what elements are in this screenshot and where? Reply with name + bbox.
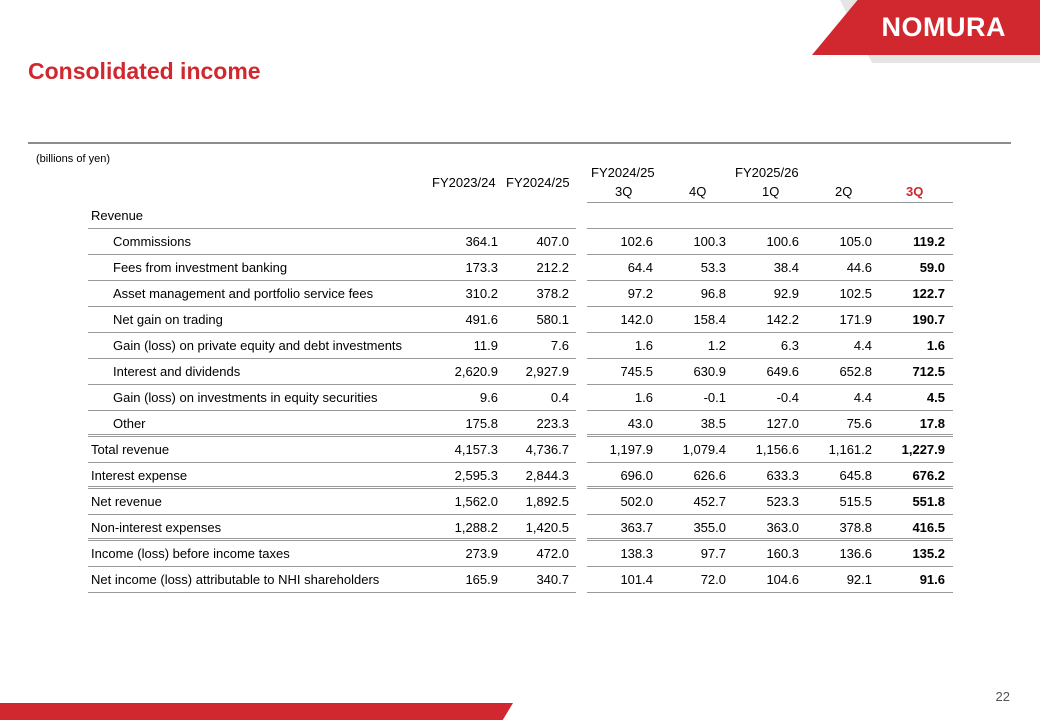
row-value: 1,156.6 (755, 442, 799, 457)
row-value: 75.6 (846, 416, 872, 431)
row-value: 1,288.2 (454, 520, 498, 535)
page-number: 22 (995, 689, 1010, 704)
row-value: 138.3 (620, 546, 653, 561)
row-value: 104.6 (766, 572, 799, 587)
row-value: 491.6 (465, 312, 498, 327)
row-value: 363.7 (620, 520, 653, 535)
table-row (0, 411, 1040, 437)
row-value: 6.3 (780, 338, 799, 353)
row-value: 1,079.4 (682, 442, 726, 457)
row-value: 1,420.5 (525, 520, 569, 535)
row-value: 676.2 (912, 468, 945, 483)
row-value: 160.3 (766, 546, 799, 561)
table-row (0, 567, 1040, 593)
row-value: 38.4 (773, 260, 799, 275)
row-value: 44.6 (846, 260, 872, 275)
row-label: Non-interest expenses (91, 520, 222, 535)
row-value: 364.1 (465, 234, 498, 249)
row-value: 136.6 (839, 546, 872, 561)
row-label: Interest expense (91, 468, 188, 483)
row-value: 97.7 (700, 546, 726, 561)
row-label: Other (113, 416, 146, 431)
row-value: 1,161.2 (828, 442, 872, 457)
row-value: 630.9 (693, 364, 726, 379)
row-label: Interest and dividends (113, 364, 241, 379)
row-value: 158.4 (693, 312, 726, 327)
row-value: 1.6 (634, 390, 653, 405)
row-value: 64.4 (627, 260, 653, 275)
row-value: 122.7 (912, 286, 945, 301)
row-value: 91.6 (919, 572, 945, 587)
row-label: Asset management and portfolio service fees (113, 286, 374, 301)
unit-note: (billions of yen) (36, 153, 110, 165)
table-row (0, 307, 1040, 333)
row-value: 223.3 (536, 416, 569, 431)
row-value: 4.5 (926, 390, 945, 405)
row-value: 1,227.9 (901, 442, 945, 457)
row-value: 190.7 (912, 312, 945, 327)
row-value: 4,736.7 (525, 442, 569, 457)
row-value: 416.5 (912, 520, 945, 535)
row-value: 1,197.9 (609, 442, 653, 457)
row-label: Net income (loss) attributable to NHI shareholders (91, 572, 380, 587)
row-value: 4,157.3 (454, 442, 498, 457)
row-label: Net gain on trading (113, 312, 223, 327)
row-value: 165.9 (465, 572, 498, 587)
row-value: 502.0 (620, 494, 653, 509)
table-row (0, 229, 1040, 255)
row-value: 580.1 (536, 312, 569, 327)
row-value: 340.7 (536, 572, 569, 587)
row-value: 0.4 (550, 390, 569, 405)
table-row (0, 541, 1040, 567)
header-q4a: 4Q (689, 184, 707, 199)
row-value: 652.8 (839, 364, 872, 379)
row-value: 355.0 (693, 520, 726, 535)
row-value: 712.5 (912, 364, 945, 379)
row-label: Gain (loss) on private equity and debt investments (113, 338, 403, 353)
table-row (0, 203, 1040, 229)
row-value: 1,562.0 (454, 494, 498, 509)
page-title: Consolidated income (28, 58, 261, 84)
header-fy2425: FY2024/25 (506, 175, 570, 190)
row-value: 173.3 (465, 260, 498, 275)
row-value: 626.6 (693, 468, 726, 483)
row-value: 17.8 (919, 416, 945, 431)
row-value: 2,927.9 (525, 364, 569, 379)
row-value: 1,892.5 (525, 494, 569, 509)
header-group-fy2526: FY2025/26 (735, 165, 799, 180)
row-value: 633.3 (766, 468, 799, 483)
header-q3b: 3Q (906, 184, 924, 199)
row-value: 38.5 (700, 416, 726, 431)
header-q1b: 1Q (762, 184, 780, 199)
footer-banner (0, 703, 513, 720)
row-value: 100.3 (693, 234, 726, 249)
row-value: 119.2 (913, 234, 945, 249)
row-label: Income (loss) before income taxes (91, 546, 290, 561)
row-value: 551.8 (912, 494, 945, 509)
row-value: 649.6 (766, 364, 799, 379)
row-label: Total revenue (91, 442, 170, 457)
row-value: 2,844.3 (525, 468, 569, 483)
row-value: 378.2 (536, 286, 569, 301)
row-value: 102.5 (839, 286, 872, 301)
row-value: 273.9 (465, 546, 498, 561)
row-value: 142.0 (620, 312, 653, 327)
row-value: 472.0 (536, 546, 569, 561)
row-value: 53.3 (700, 260, 726, 275)
row-value: 171.9 (839, 312, 872, 327)
row-value: 1.2 (707, 338, 726, 353)
row-value: -0.4 (776, 390, 799, 405)
row-value: 523.3 (766, 494, 799, 509)
table-row (0, 255, 1040, 281)
row-value: 407.0 (536, 234, 569, 249)
table-row (0, 515, 1040, 541)
table-row (0, 463, 1040, 489)
row-value: 696.0 (620, 468, 653, 483)
row-value: 127.0 (766, 416, 799, 431)
row-value: 2,620.9 (454, 364, 498, 379)
row-value: 645.8 (839, 468, 872, 483)
row-value: 101.4 (620, 572, 653, 587)
row-rule-left (88, 592, 576, 593)
row-rule-right (587, 592, 953, 593)
table-row (0, 333, 1040, 359)
table-row (0, 281, 1040, 307)
row-value: 100.6 (766, 234, 799, 249)
title-divider (28, 142, 1011, 144)
income-table (0, 203, 1040, 593)
row-value: 2,595.3 (454, 468, 498, 483)
table-row (0, 489, 1040, 515)
row-value: 96.8 (700, 286, 726, 301)
row-value: 135.2 (912, 546, 945, 561)
row-value: 97.2 (627, 286, 653, 301)
row-label: Gain (loss) on investments in equity securities (113, 390, 378, 405)
nomura-logo: NOMURA (881, 12, 1006, 42)
table-row (0, 385, 1040, 411)
row-value: 43.0 (627, 416, 653, 431)
header-group-fy2425: FY2024/25 (591, 165, 655, 180)
row-value: 4.4 (853, 390, 872, 405)
row-value: 102.6 (620, 234, 653, 249)
row-label: Revenue (91, 208, 144, 223)
row-value: 92.9 (773, 286, 799, 301)
row-label: Commissions (113, 234, 192, 249)
row-label: Net revenue (91, 494, 162, 509)
row-value: -0.1 (703, 390, 726, 405)
row-value: 11.9 (473, 338, 498, 353)
row-value: 363.0 (766, 520, 799, 535)
row-label: Fees from investment banking (113, 260, 288, 275)
row-value: 175.8 (465, 416, 498, 431)
row-value: 72.0 (700, 572, 726, 587)
row-value: 7.6 (550, 338, 569, 353)
row-value: 310.2 (465, 286, 498, 301)
row-value: 9.6 (479, 390, 498, 405)
row-value: 59.0 (919, 260, 945, 275)
header-q2b: 2Q (835, 184, 853, 199)
table-row (0, 359, 1040, 385)
row-value: 1.6 (926, 338, 945, 353)
row-value: 1.6 (634, 338, 653, 353)
row-value: 515.5 (839, 494, 872, 509)
header-q3a: 3Q (615, 184, 633, 199)
row-value: 4.4 (853, 338, 872, 353)
row-value: 212.2 (536, 260, 569, 275)
row-value: 452.7 (693, 494, 726, 509)
row-value: 745.5 (620, 364, 653, 379)
table-row (0, 437, 1040, 463)
row-value: 378.8 (839, 520, 872, 535)
header-fy2324: FY2023/24 (432, 175, 496, 190)
row-value: 105.0 (839, 234, 872, 249)
row-value: 92.1 (846, 572, 872, 587)
row-value: 142.2 (766, 312, 799, 327)
